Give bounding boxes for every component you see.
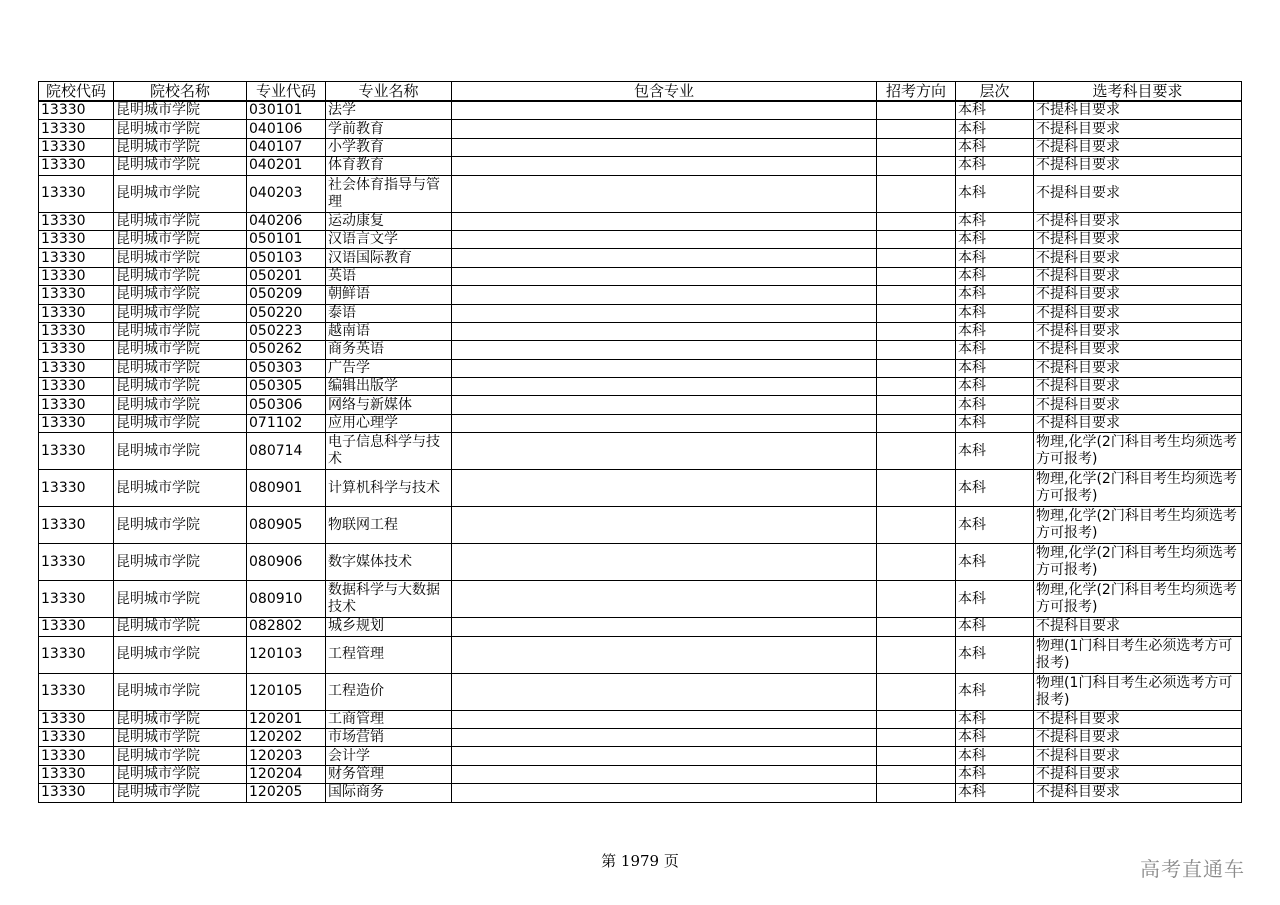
cell-level: 本科: [956, 470, 1034, 507]
cell-direction: [877, 414, 956, 432]
cell-major-code: 050201: [247, 267, 326, 285]
cell-major-name: 小学教育: [326, 138, 452, 156]
cell-school-name: 昆明城市学院: [114, 673, 247, 710]
cell-subject-requirement: 不提科目要求: [1034, 414, 1242, 432]
table-row: [39, 120, 1242, 138]
cell-major-code: 120205: [247, 784, 326, 802]
cell-school-code: 13330: [39, 433, 114, 470]
cell-subject-requirement: 不提科目要求: [1034, 267, 1242, 285]
header-major-code: 专业代码: [247, 82, 326, 102]
cell-subject-requirement: 不提科目要求: [1034, 396, 1242, 414]
cell-school-name: 昆明城市学院: [114, 414, 247, 432]
cell-included-majors: [452, 433, 877, 470]
cell-included-majors: [452, 710, 877, 728]
cell-level: 本科: [956, 673, 1034, 710]
cell-major-name: 编辑出版学: [326, 378, 452, 396]
cell-direction: [877, 784, 956, 802]
cell-direction: [877, 341, 956, 359]
cell-school-name: 昆明城市学院: [114, 120, 247, 138]
cell-school-name: 昆明城市学院: [114, 138, 247, 156]
cell-direction: [877, 286, 956, 304]
cell-major-code: 050305: [247, 378, 326, 396]
cell-school-name: 昆明城市学院: [114, 470, 247, 507]
cell-level: 本科: [956, 581, 1034, 618]
table-row: [39, 378, 1242, 396]
cell-school-name: 昆明城市学院: [114, 765, 247, 783]
cell-school-name: 昆明城市学院: [114, 710, 247, 728]
cell-major-name: 学前教育: [326, 120, 452, 138]
header-included-majors: 包含专业: [452, 82, 877, 102]
cell-school-name: 昆明城市学院: [114, 378, 247, 396]
cell-school-code: 13330: [39, 636, 114, 673]
cell-school-name: 昆明城市学院: [114, 618, 247, 636]
cell-direction: [877, 322, 956, 340]
cell-subject-requirement: 物理,化学(2门科目考生均须选考方可报考): [1034, 433, 1242, 470]
cell-subject-requirement: 不提科目要求: [1034, 120, 1242, 138]
cell-direction: [877, 396, 956, 414]
cell-subject-requirement: 不提科目要求: [1034, 175, 1242, 212]
cell-included-majors: [452, 175, 877, 212]
table-row: [39, 175, 1242, 212]
cell-included-majors: [452, 544, 877, 581]
table-row: [39, 710, 1242, 728]
cell-major-name: 朝鲜语: [326, 286, 452, 304]
cell-school-code: 13330: [39, 378, 114, 396]
cell-included-majors: [452, 230, 877, 248]
cell-school-name: 昆明城市学院: [114, 230, 247, 248]
cell-level: 本科: [956, 784, 1034, 802]
table-row: [39, 414, 1242, 432]
cell-major-name: 工商管理: [326, 710, 452, 728]
watermark: 高考直通车: [1140, 857, 1245, 881]
table-row: [39, 544, 1242, 581]
cell-subject-requirement: 不提科目要求: [1034, 729, 1242, 747]
cell-included-majors: [452, 212, 877, 230]
cell-direction: [877, 470, 956, 507]
cell-direction: [877, 544, 956, 581]
cell-subject-requirement: 不提科目要求: [1034, 249, 1242, 267]
cell-major-name: 泰语: [326, 304, 452, 322]
cell-included-majors: [452, 378, 877, 396]
cell-included-majors: [452, 673, 877, 710]
table-row: [39, 729, 1242, 747]
cell-school-code: 13330: [39, 212, 114, 230]
header-school-name: 院校名称: [114, 82, 247, 102]
table-row: [39, 765, 1242, 783]
cell-school-code: 13330: [39, 470, 114, 507]
cell-included-majors: [452, 341, 877, 359]
cell-direction: [877, 212, 956, 230]
cell-school-name: 昆明城市学院: [114, 747, 247, 765]
cell-major-name: 电子信息科学与技术: [326, 433, 452, 470]
cell-school-name: 昆明城市学院: [114, 729, 247, 747]
cell-level: 本科: [956, 765, 1034, 783]
cell-subject-requirement: 不提科目要求: [1034, 157, 1242, 175]
cell-direction: [877, 710, 956, 728]
cell-major-code: 080905: [247, 507, 326, 544]
cell-school-name: 昆明城市学院: [114, 544, 247, 581]
cell-major-code: 120103: [247, 636, 326, 673]
cell-major-name: 英语: [326, 267, 452, 285]
cell-major-name: 数据科学与大数据技术: [326, 581, 452, 618]
table-row: [39, 359, 1242, 377]
cell-included-majors: [452, 101, 877, 120]
cell-subject-requirement: 不提科目要求: [1034, 784, 1242, 802]
table-row: [39, 470, 1242, 507]
cell-school-code: 13330: [39, 710, 114, 728]
cell-major-name: 市场营销: [326, 729, 452, 747]
cell-level: 本科: [956, 212, 1034, 230]
cell-included-majors: [452, 581, 877, 618]
cell-level: 本科: [956, 618, 1034, 636]
cell-major-name: 广告学: [326, 359, 452, 377]
cell-school-code: 13330: [39, 138, 114, 156]
cell-level: 本科: [956, 729, 1034, 747]
cell-major-name: 工程管理: [326, 636, 452, 673]
cell-school-code: 13330: [39, 784, 114, 802]
cell-school-name: 昆明城市学院: [114, 175, 247, 212]
cell-school-name: 昆明城市学院: [114, 157, 247, 175]
cell-direction: [877, 230, 956, 248]
cell-school-code: 13330: [39, 341, 114, 359]
cell-included-majors: [452, 507, 877, 544]
cell-major-code: 080910: [247, 581, 326, 618]
table-row: [39, 507, 1242, 544]
cell-direction: [877, 433, 956, 470]
cell-major-code: 120203: [247, 747, 326, 765]
cell-school-code: 13330: [39, 765, 114, 783]
cell-major-code: 040107: [247, 138, 326, 156]
cell-school-name: 昆明城市学院: [114, 359, 247, 377]
cell-school-name: 昆明城市学院: [114, 249, 247, 267]
cell-subject-requirement: 不提科目要求: [1034, 618, 1242, 636]
cell-level: 本科: [956, 341, 1034, 359]
cell-subject-requirement: 不提科目要求: [1034, 138, 1242, 156]
cell-level: 本科: [956, 710, 1034, 728]
cell-school-name: 昆明城市学院: [114, 507, 247, 544]
cell-direction: [877, 729, 956, 747]
header-school-code: 院校代码: [39, 82, 114, 102]
admission-table: [38, 81, 1242, 803]
table-row: [39, 249, 1242, 267]
cell-included-majors: [452, 359, 877, 377]
cell-school-code: 13330: [39, 507, 114, 544]
cell-included-majors: [452, 249, 877, 267]
cell-major-name: 应用心理学: [326, 414, 452, 432]
cell-subject-requirement: 物理(1门科目考生必须选考方可报考): [1034, 636, 1242, 673]
cell-direction: [877, 747, 956, 765]
cell-included-majors: [452, 618, 877, 636]
cell-level: 本科: [956, 304, 1034, 322]
table-row: [39, 396, 1242, 414]
cell-included-majors: [452, 414, 877, 432]
cell-major-code: 080906: [247, 544, 326, 581]
cell-school-code: 13330: [39, 414, 114, 432]
cell-level: 本科: [956, 433, 1034, 470]
cell-included-majors: [452, 636, 877, 673]
cell-major-name: 财务管理: [326, 765, 452, 783]
cell-major-code: 040201: [247, 157, 326, 175]
table-row: [39, 784, 1242, 802]
cell-level: 本科: [956, 636, 1034, 673]
cell-major-code: 050101: [247, 230, 326, 248]
header-major-name: 专业名称: [326, 82, 452, 102]
cell-school-name: 昆明城市学院: [114, 267, 247, 285]
cell-school-code: 13330: [39, 396, 114, 414]
cell-major-code: 082802: [247, 618, 326, 636]
cell-direction: [877, 359, 956, 377]
cell-school-code: 13330: [39, 120, 114, 138]
table-row: [39, 581, 1242, 618]
table-row: [39, 673, 1242, 710]
cell-subject-requirement: 物理,化学(2门科目考生均须选考方可报考): [1034, 544, 1242, 581]
cell-direction: [877, 304, 956, 322]
table-row: [39, 433, 1242, 470]
cell-school-name: 昆明城市学院: [114, 304, 247, 322]
cell-major-name: 计算机科学与技术: [326, 470, 452, 507]
cell-subject-requirement: 不提科目要求: [1034, 765, 1242, 783]
header-level: 层次: [956, 82, 1034, 102]
cell-major-name: 汉语国际教育: [326, 249, 452, 267]
cell-major-name: 数字媒体技术: [326, 544, 452, 581]
cell-subject-requirement: 不提科目要求: [1034, 322, 1242, 340]
cell-school-code: 13330: [39, 729, 114, 747]
cell-level: 本科: [956, 414, 1034, 432]
cell-major-name: 体育教育: [326, 157, 452, 175]
cell-included-majors: [452, 322, 877, 340]
cell-major-code: 050209: [247, 286, 326, 304]
cell-included-majors: [452, 729, 877, 747]
table-header-row: [39, 82, 1242, 102]
cell-school-name: 昆明城市学院: [114, 581, 247, 618]
cell-school-code: 13330: [39, 618, 114, 636]
cell-level: 本科: [956, 544, 1034, 581]
cell-school-code: 13330: [39, 230, 114, 248]
cell-major-code: 040106: [247, 120, 326, 138]
cell-major-code: 040203: [247, 175, 326, 212]
cell-direction: [877, 507, 956, 544]
cell-major-code: 040206: [247, 212, 326, 230]
cell-subject-requirement: 不提科目要求: [1034, 230, 1242, 248]
cell-included-majors: [452, 157, 877, 175]
cell-major-code: 120204: [247, 765, 326, 783]
cell-included-majors: [452, 765, 877, 783]
cell-level: 本科: [956, 101, 1034, 120]
cell-school-code: 13330: [39, 581, 114, 618]
cell-direction: [877, 249, 956, 267]
cell-school-code: 13330: [39, 673, 114, 710]
cell-major-code: 120105: [247, 673, 326, 710]
cell-included-majors: [452, 396, 877, 414]
table-body: [39, 101, 1242, 802]
table-row: [39, 286, 1242, 304]
cell-subject-requirement: 物理,化学(2门科目考生均须选考方可报考): [1034, 507, 1242, 544]
cell-major-name: 法学: [326, 101, 452, 120]
cell-included-majors: [452, 304, 877, 322]
table-row: [39, 322, 1242, 340]
cell-major-name: 社会体育指导与管理: [326, 175, 452, 212]
cell-level: 本科: [956, 230, 1034, 248]
cell-major-code: 080714: [247, 433, 326, 470]
cell-subject-requirement: 不提科目要求: [1034, 359, 1242, 377]
cell-direction: [877, 765, 956, 783]
cell-direction: [877, 378, 956, 396]
cell-subject-requirement: 不提科目要求: [1034, 304, 1242, 322]
cell-school-code: 13330: [39, 747, 114, 765]
header-direction: 招考方向: [877, 82, 956, 102]
cell-major-name: 汉语言文学: [326, 230, 452, 248]
cell-school-code: 13330: [39, 175, 114, 212]
cell-major-name: 城乡规划: [326, 618, 452, 636]
cell-major-code: 050262: [247, 341, 326, 359]
cell-school-name: 昆明城市学院: [114, 784, 247, 802]
cell-major-name: 运动康复: [326, 212, 452, 230]
table-row: [39, 212, 1242, 230]
cell-included-majors: [452, 747, 877, 765]
cell-subject-requirement: 物理,化学(2门科目考生均须选考方可报考): [1034, 470, 1242, 507]
cell-included-majors: [452, 286, 877, 304]
cell-direction: [877, 175, 956, 212]
cell-direction: [877, 157, 956, 175]
cell-subject-requirement: 不提科目要求: [1034, 101, 1242, 120]
table-row: [39, 267, 1242, 285]
cell-included-majors: [452, 470, 877, 507]
cell-level: 本科: [956, 120, 1034, 138]
cell-subject-requirement: 物理(1门科目考生必须选考方可报考): [1034, 673, 1242, 710]
cell-level: 本科: [956, 286, 1034, 304]
cell-school-code: 13330: [39, 544, 114, 581]
cell-level: 本科: [956, 138, 1034, 156]
cell-level: 本科: [956, 396, 1034, 414]
table-row: [39, 157, 1242, 175]
cell-direction: [877, 138, 956, 156]
cell-included-majors: [452, 784, 877, 802]
cell-major-name: 工程造价: [326, 673, 452, 710]
cell-major-name: 国际商务: [326, 784, 452, 802]
cell-major-name: 商务英语: [326, 341, 452, 359]
cell-major-name: 网络与新媒体: [326, 396, 452, 414]
cell-school-name: 昆明城市学院: [114, 322, 247, 340]
cell-school-name: 昆明城市学院: [114, 341, 247, 359]
cell-major-name: 越南语: [326, 322, 452, 340]
cell-subject-requirement: 不提科目要求: [1034, 710, 1242, 728]
cell-school-name: 昆明城市学院: [114, 636, 247, 673]
cell-school-name: 昆明城市学院: [114, 396, 247, 414]
cell-major-code: 080901: [247, 470, 326, 507]
cell-major-code: 120202: [247, 729, 326, 747]
cell-level: 本科: [956, 747, 1034, 765]
cell-subject-requirement: 不提科目要求: [1034, 286, 1242, 304]
cell-included-majors: [452, 267, 877, 285]
table-row: [39, 304, 1242, 322]
cell-school-code: 13330: [39, 249, 114, 267]
cell-major-name: 会计学: [326, 747, 452, 765]
cell-school-code: 13330: [39, 101, 114, 120]
cell-school-name: 昆明城市学院: [114, 433, 247, 470]
cell-subject-requirement: 不提科目要求: [1034, 378, 1242, 396]
cell-school-code: 13330: [39, 359, 114, 377]
header-subject-requirement: 选考科目要求: [1034, 82, 1242, 102]
cell-level: 本科: [956, 507, 1034, 544]
cell-subject-requirement: 不提科目要求: [1034, 212, 1242, 230]
cell-subject-requirement: 不提科目要求: [1034, 341, 1242, 359]
cell-direction: [877, 673, 956, 710]
page-number: 第 1979 页: [601, 852, 679, 870]
cell-major-code: 050220: [247, 304, 326, 322]
cell-school-name: 昆明城市学院: [114, 101, 247, 120]
cell-level: 本科: [956, 157, 1034, 175]
cell-included-majors: [452, 120, 877, 138]
cell-level: 本科: [956, 267, 1034, 285]
cell-major-name: 物联网工程: [326, 507, 452, 544]
table-row: [39, 138, 1242, 156]
table-row: [39, 618, 1242, 636]
table-row: [39, 230, 1242, 248]
cell-school-name: 昆明城市学院: [114, 212, 247, 230]
cell-school-code: 13330: [39, 267, 114, 285]
cell-major-code: 050223: [247, 322, 326, 340]
cell-major-code: 050303: [247, 359, 326, 377]
cell-level: 本科: [956, 249, 1034, 267]
cell-level: 本科: [956, 359, 1034, 377]
cell-major-code: 030101: [247, 101, 326, 120]
cell-level: 本科: [956, 322, 1034, 340]
cell-direction: [877, 636, 956, 673]
cell-level: 本科: [956, 175, 1034, 212]
cell-school-code: 13330: [39, 157, 114, 175]
cell-subject-requirement: 不提科目要求: [1034, 747, 1242, 765]
cell-school-code: 13330: [39, 286, 114, 304]
cell-major-code: 050306: [247, 396, 326, 414]
cell-direction: [877, 120, 956, 138]
cell-direction: [877, 581, 956, 618]
cell-level: 本科: [956, 378, 1034, 396]
cell-subject-requirement: 物理,化学(2门科目考生均须选考方可报考): [1034, 581, 1242, 618]
cell-school-code: 13330: [39, 322, 114, 340]
table-row: [39, 747, 1242, 765]
cell-major-code: 120201: [247, 710, 326, 728]
cell-major-code: 050103: [247, 249, 326, 267]
cell-school-name: 昆明城市学院: [114, 286, 247, 304]
cell-major-code: 071102: [247, 414, 326, 432]
table-row: [39, 636, 1242, 673]
cell-included-majors: [452, 138, 877, 156]
table-row: [39, 101, 1242, 120]
cell-direction: [877, 618, 956, 636]
cell-direction: [877, 267, 956, 285]
cell-direction: [877, 101, 956, 120]
cell-school-code: 13330: [39, 304, 114, 322]
table-row: [39, 341, 1242, 359]
